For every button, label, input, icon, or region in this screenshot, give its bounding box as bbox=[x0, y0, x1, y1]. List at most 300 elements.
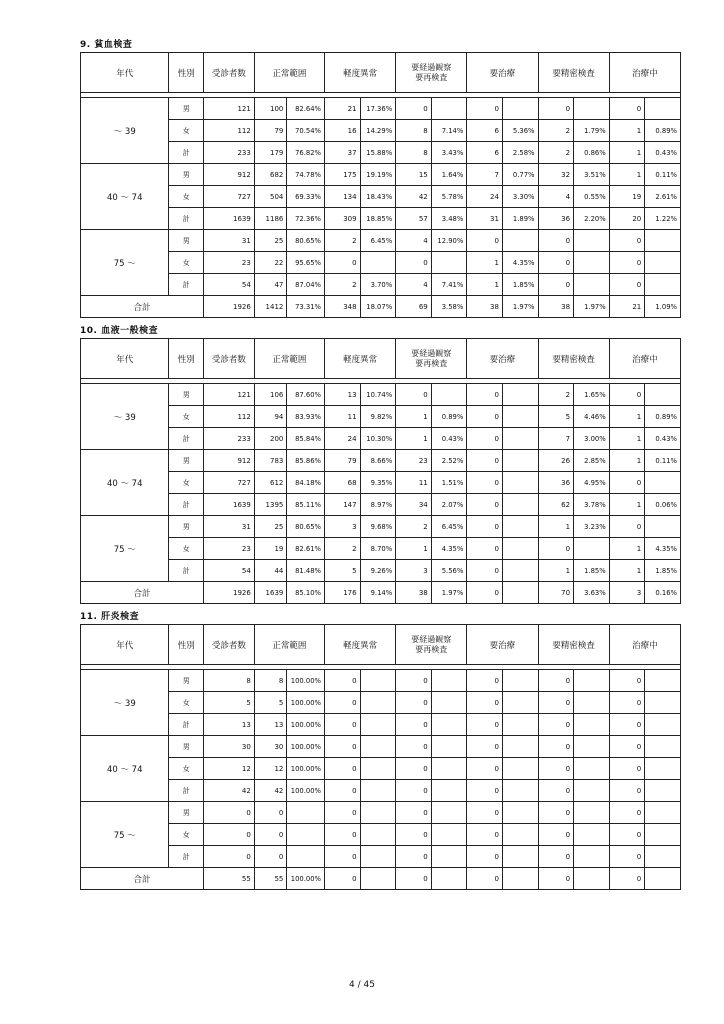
percent-cell: 10.30% bbox=[360, 428, 396, 450]
section-title: 9. 貧血検査 bbox=[80, 40, 133, 50]
count-cell: 0 bbox=[609, 670, 645, 692]
age-group-cell: 40 ～ 74 bbox=[81, 164, 169, 230]
count-cell: 0 bbox=[467, 780, 503, 802]
count-cell: 12 bbox=[254, 758, 287, 780]
gender-cell: 男 bbox=[169, 384, 204, 406]
count-cell: 0 bbox=[467, 428, 503, 450]
count-cell: 0 bbox=[396, 736, 432, 758]
count-cell: 179 bbox=[254, 142, 287, 164]
count-cell: 0 bbox=[538, 274, 574, 296]
percent-cell: 4.35% bbox=[502, 252, 538, 274]
count-cell: 1 bbox=[609, 428, 645, 450]
count-cell: 0 bbox=[609, 384, 645, 406]
percent-cell: 3.51% bbox=[574, 164, 610, 186]
mild-abnormal-header: 軽度異常 bbox=[325, 625, 396, 665]
percent-cell: 0.55% bbox=[574, 186, 610, 208]
table-row bbox=[81, 472, 681, 494]
gender-cell: 女 bbox=[169, 692, 204, 714]
count-cell: 16 bbox=[325, 120, 361, 142]
percent-cell bbox=[645, 780, 681, 802]
age-group-cell: 75 ～ bbox=[81, 802, 169, 868]
percent-cell bbox=[574, 230, 610, 252]
total-count-cell: 176 bbox=[325, 582, 361, 604]
count-cell: 8 bbox=[204, 670, 255, 692]
percent-cell bbox=[360, 736, 396, 758]
count-cell: 13 bbox=[254, 714, 287, 736]
count-cell: 1 bbox=[396, 428, 432, 450]
percent-cell bbox=[431, 692, 467, 714]
count-cell: 22 bbox=[254, 252, 287, 274]
age-group-cell: ～ 39 bbox=[81, 98, 169, 164]
percent-cell: 74.78% bbox=[287, 164, 325, 186]
table-row bbox=[81, 736, 681, 758]
count-cell: 30 bbox=[254, 736, 287, 758]
total-count-cell: 38 bbox=[467, 296, 503, 318]
age-group-cell: ～ 39 bbox=[81, 384, 169, 450]
section-title: 10. 血液一般検査 bbox=[80, 326, 159, 336]
mild-abnormal-header: 軽度異常 bbox=[325, 53, 396, 93]
count-cell: 0 bbox=[325, 758, 361, 780]
percent-cell bbox=[645, 670, 681, 692]
percent-cell: 3.78% bbox=[574, 494, 610, 516]
count-cell: 2 bbox=[396, 516, 432, 538]
count-cell: 1639 bbox=[204, 208, 255, 230]
count-cell: 23 bbox=[204, 538, 255, 560]
percent-cell bbox=[502, 736, 538, 758]
percent-cell bbox=[574, 714, 610, 736]
total-percent-cell: 18.07% bbox=[360, 296, 396, 318]
age-group-cell: 75 ～ bbox=[81, 230, 169, 296]
total-percent-cell bbox=[431, 868, 467, 890]
count-cell: 0 bbox=[609, 692, 645, 714]
percent-cell: 4.35% bbox=[645, 538, 681, 560]
total-percent-cell bbox=[502, 582, 538, 604]
count-cell: 233 bbox=[204, 142, 255, 164]
gender-cell: 計 bbox=[169, 428, 204, 450]
count-cell: 32 bbox=[538, 164, 574, 186]
percent-cell: 76.82% bbox=[287, 142, 325, 164]
gender-cell: 女 bbox=[169, 472, 204, 494]
percent-cell: 95.65% bbox=[287, 252, 325, 274]
percent-cell bbox=[574, 846, 610, 868]
count-cell: 0 bbox=[396, 670, 432, 692]
total-count-cell: 55 bbox=[204, 868, 255, 890]
count-cell: 106 bbox=[254, 384, 287, 406]
total-row bbox=[81, 296, 681, 318]
count-cell: 11 bbox=[396, 472, 432, 494]
total-label: 合計 bbox=[81, 582, 204, 604]
percent-cell bbox=[645, 736, 681, 758]
gender-cell: 女 bbox=[169, 406, 204, 428]
count-cell: 0 bbox=[467, 692, 503, 714]
age-header: 年代 bbox=[81, 625, 169, 665]
percent-cell: 0.43% bbox=[645, 428, 681, 450]
count-cell: 3 bbox=[325, 516, 361, 538]
count-cell: 21 bbox=[325, 98, 361, 120]
gender-cell: 男 bbox=[169, 450, 204, 472]
percent-cell bbox=[502, 670, 538, 692]
age-header: 年代 bbox=[81, 53, 169, 93]
count-cell: 7 bbox=[467, 164, 503, 186]
gender-cell: 女 bbox=[169, 252, 204, 274]
table-row bbox=[81, 538, 681, 560]
table-row bbox=[81, 560, 681, 582]
gender-cell: 女 bbox=[169, 120, 204, 142]
percent-cell: 8.97% bbox=[360, 494, 396, 516]
percent-cell: 18.43% bbox=[360, 186, 396, 208]
percent-cell: 18.85% bbox=[360, 208, 396, 230]
count-cell: 112 bbox=[204, 406, 255, 428]
count-cell: 0 bbox=[325, 846, 361, 868]
total-label: 合計 bbox=[81, 296, 204, 318]
total-row bbox=[81, 582, 681, 604]
percent-cell: 0.77% bbox=[502, 164, 538, 186]
count-cell: 0 bbox=[467, 824, 503, 846]
percent-cell: 3.48% bbox=[431, 208, 467, 230]
count-cell: 0 bbox=[538, 538, 574, 560]
table-row bbox=[81, 230, 681, 252]
percent-cell: 1.79% bbox=[574, 120, 610, 142]
count-cell: 36 bbox=[538, 472, 574, 494]
count-cell: 79 bbox=[325, 450, 361, 472]
percent-cell bbox=[287, 824, 325, 846]
gender-cell: 男 bbox=[169, 230, 204, 252]
total-count-cell: 0 bbox=[609, 868, 645, 890]
percent-cell bbox=[502, 780, 538, 802]
table-row bbox=[81, 120, 681, 142]
percent-cell bbox=[360, 714, 396, 736]
total-row bbox=[81, 868, 681, 890]
percent-cell: 1.22% bbox=[645, 208, 681, 230]
count-cell: 4 bbox=[396, 230, 432, 252]
percent-cell bbox=[574, 670, 610, 692]
percent-cell bbox=[645, 230, 681, 252]
count-cell: 0 bbox=[204, 824, 255, 846]
percent-cell: 3.30% bbox=[502, 186, 538, 208]
percent-cell: 7.41% bbox=[431, 274, 467, 296]
percent-cell: 2.20% bbox=[574, 208, 610, 230]
count-cell: 175 bbox=[325, 164, 361, 186]
table-row bbox=[81, 780, 681, 802]
count-cell: 5 bbox=[204, 692, 255, 714]
percent-cell bbox=[431, 252, 467, 274]
percent-cell: 2.58% bbox=[502, 142, 538, 164]
gender-cell: 女 bbox=[169, 538, 204, 560]
count-cell: 121 bbox=[204, 98, 255, 120]
count-cell: 8 bbox=[254, 670, 287, 692]
total-percent-cell: 3.58% bbox=[431, 296, 467, 318]
percent-cell: 83.93% bbox=[287, 406, 325, 428]
total-count-cell: 38 bbox=[538, 296, 574, 318]
percent-cell: 17.36% bbox=[360, 98, 396, 120]
count-cell: 1 bbox=[609, 560, 645, 582]
examinees-header: 受診者数 bbox=[204, 339, 255, 379]
header-row bbox=[81, 53, 681, 93]
percent-cell: 72.36% bbox=[287, 208, 325, 230]
gender-cell: 男 bbox=[169, 670, 204, 692]
percent-cell: 3.43% bbox=[431, 142, 467, 164]
percent-cell: 0.11% bbox=[645, 164, 681, 186]
count-cell: 42 bbox=[204, 780, 255, 802]
gender-cell: 計 bbox=[169, 846, 204, 868]
percent-cell: 2.61% bbox=[645, 186, 681, 208]
total-count-cell: 1926 bbox=[204, 582, 255, 604]
count-cell: 0 bbox=[538, 692, 574, 714]
count-cell: 5 bbox=[538, 406, 574, 428]
total-percent-cell bbox=[645, 868, 681, 890]
count-cell: 147 bbox=[325, 494, 361, 516]
count-cell: 1639 bbox=[204, 494, 255, 516]
table-row bbox=[81, 428, 681, 450]
table-row bbox=[81, 164, 681, 186]
percent-cell bbox=[431, 670, 467, 692]
percent-cell bbox=[645, 846, 681, 868]
percent-cell: 100.00% bbox=[287, 670, 325, 692]
table-row bbox=[81, 846, 681, 868]
count-cell: 7 bbox=[538, 428, 574, 450]
count-cell: 0 bbox=[609, 758, 645, 780]
count-cell: 309 bbox=[325, 208, 361, 230]
count-cell: 2 bbox=[325, 230, 361, 252]
percent-cell: 84.18% bbox=[287, 472, 325, 494]
total-percent-cell: 100.00% bbox=[287, 868, 325, 890]
percent-cell bbox=[431, 824, 467, 846]
total-percent-cell bbox=[360, 868, 396, 890]
count-cell: 4 bbox=[396, 274, 432, 296]
examinees-header: 受診者数 bbox=[204, 53, 255, 93]
total-count-cell: 70 bbox=[538, 582, 574, 604]
count-cell: 912 bbox=[204, 450, 255, 472]
count-cell: 0 bbox=[325, 252, 361, 274]
count-cell: 8 bbox=[396, 120, 432, 142]
percent-cell: 82.61% bbox=[287, 538, 325, 560]
count-cell: 42 bbox=[254, 780, 287, 802]
count-cell: 11 bbox=[325, 406, 361, 428]
gender-cell: 計 bbox=[169, 208, 204, 230]
count-cell: 0 bbox=[396, 252, 432, 274]
percent-cell bbox=[645, 252, 681, 274]
count-cell: 34 bbox=[396, 494, 432, 516]
observe-recheck-header bbox=[396, 625, 467, 665]
count-cell: 0 bbox=[396, 98, 432, 120]
header-row bbox=[81, 625, 681, 665]
percent-cell bbox=[287, 846, 325, 868]
count-cell: 0 bbox=[254, 846, 287, 868]
percent-cell: 10.74% bbox=[360, 384, 396, 406]
percent-cell: 1.85% bbox=[502, 274, 538, 296]
count-cell: 1186 bbox=[254, 208, 287, 230]
observe-header-line2: 要再検査 bbox=[415, 644, 448, 654]
total-count-cell: 69 bbox=[396, 296, 432, 318]
total-count-cell: 0 bbox=[467, 582, 503, 604]
count-cell: 37 bbox=[325, 142, 361, 164]
percent-cell: 9.26% bbox=[360, 560, 396, 582]
total-count-cell: 0 bbox=[396, 868, 432, 890]
percent-cell bbox=[360, 670, 396, 692]
gender-cell: 計 bbox=[169, 142, 204, 164]
table-row bbox=[81, 494, 681, 516]
percent-cell bbox=[574, 736, 610, 758]
gender-cell: 男 bbox=[169, 802, 204, 824]
percent-cell: 5.36% bbox=[502, 120, 538, 142]
gender-cell: 計 bbox=[169, 780, 204, 802]
percent-cell bbox=[645, 472, 681, 494]
percent-cell bbox=[574, 538, 610, 560]
percent-cell: 100.00% bbox=[287, 758, 325, 780]
percent-cell: 6.45% bbox=[360, 230, 396, 252]
observe-header-line2: 要再検査 bbox=[415, 358, 448, 368]
percent-cell bbox=[502, 560, 538, 582]
gender-cell: 男 bbox=[169, 736, 204, 758]
in-treatment-header: 治療中 bbox=[609, 339, 680, 379]
percent-cell: 0.06% bbox=[645, 494, 681, 516]
count-cell: 1 bbox=[609, 406, 645, 428]
percent-cell: 14.29% bbox=[360, 120, 396, 142]
count-cell: 25 bbox=[254, 516, 287, 538]
observe-header-line2: 要再検査 bbox=[415, 72, 448, 82]
gender-cell: 男 bbox=[169, 164, 204, 186]
percent-cell bbox=[287, 802, 325, 824]
count-cell: 12 bbox=[204, 758, 255, 780]
age-group-cell: ～ 39 bbox=[81, 670, 169, 736]
table-row bbox=[81, 98, 681, 120]
gender-header: 性別 bbox=[169, 625, 204, 665]
percent-cell: 3.70% bbox=[360, 274, 396, 296]
total-percent-cell bbox=[502, 868, 538, 890]
total-count-cell: 1926 bbox=[204, 296, 255, 318]
percent-cell bbox=[431, 846, 467, 868]
in-treatment-header: 治療中 bbox=[609, 53, 680, 93]
count-cell: 0 bbox=[396, 714, 432, 736]
count-cell: 0 bbox=[396, 692, 432, 714]
percent-cell bbox=[360, 252, 396, 274]
total-percent-cell: 1.97% bbox=[502, 296, 538, 318]
total-count-cell: 0 bbox=[538, 868, 574, 890]
count-cell: 134 bbox=[325, 186, 361, 208]
table-row bbox=[81, 252, 681, 274]
count-cell: 2 bbox=[538, 142, 574, 164]
percent-cell: 1.65% bbox=[574, 384, 610, 406]
percent-cell: 85.84% bbox=[287, 428, 325, 450]
count-cell: 0 bbox=[609, 230, 645, 252]
count-cell: 0 bbox=[325, 692, 361, 714]
count-cell: 79 bbox=[254, 120, 287, 142]
exam-results-table bbox=[80, 624, 681, 890]
count-cell: 727 bbox=[204, 472, 255, 494]
count-cell: 0 bbox=[254, 802, 287, 824]
count-cell: 1 bbox=[609, 164, 645, 186]
total-count-cell: 3 bbox=[609, 582, 645, 604]
count-cell: 0 bbox=[609, 824, 645, 846]
count-cell: 31 bbox=[204, 230, 255, 252]
count-cell: 1 bbox=[396, 406, 432, 428]
section-title: 11. 肝炎検査 bbox=[80, 612, 140, 622]
total-count-cell: 348 bbox=[325, 296, 361, 318]
percent-cell bbox=[431, 714, 467, 736]
percent-cell: 19.19% bbox=[360, 164, 396, 186]
percent-cell bbox=[574, 98, 610, 120]
count-cell: 0 bbox=[538, 252, 574, 274]
gender-header: 性別 bbox=[169, 53, 204, 93]
percent-cell bbox=[502, 802, 538, 824]
total-percent-cell: 3.63% bbox=[574, 582, 610, 604]
total-count-cell: 38 bbox=[396, 582, 432, 604]
count-cell: 23 bbox=[396, 450, 432, 472]
percent-cell bbox=[360, 846, 396, 868]
count-cell: 31 bbox=[204, 516, 255, 538]
count-cell: 24 bbox=[325, 428, 361, 450]
percent-cell bbox=[502, 846, 538, 868]
percent-cell: 1.64% bbox=[431, 164, 467, 186]
percent-cell bbox=[360, 824, 396, 846]
percent-cell: 81.48% bbox=[287, 560, 325, 582]
age-group-cell: 75 ～ bbox=[81, 516, 169, 582]
count-cell: 0 bbox=[538, 670, 574, 692]
count-cell: 62 bbox=[538, 494, 574, 516]
percent-cell: 4.95% bbox=[574, 472, 610, 494]
count-cell: 0 bbox=[467, 802, 503, 824]
count-cell: 0 bbox=[467, 846, 503, 868]
percent-cell: 15.88% bbox=[360, 142, 396, 164]
count-cell: 0 bbox=[467, 450, 503, 472]
count-cell: 0 bbox=[467, 230, 503, 252]
total-count-cell: 1412 bbox=[254, 296, 287, 318]
percent-cell bbox=[502, 714, 538, 736]
count-cell: 0 bbox=[538, 846, 574, 868]
percent-cell bbox=[502, 428, 538, 450]
total-percent-cell bbox=[574, 868, 610, 890]
count-cell: 42 bbox=[396, 186, 432, 208]
count-cell: 13 bbox=[204, 714, 255, 736]
count-cell: 0 bbox=[204, 846, 255, 868]
table-row bbox=[81, 692, 681, 714]
age-header: 年代 bbox=[81, 339, 169, 379]
count-cell: 94 bbox=[254, 406, 287, 428]
percent-cell bbox=[645, 758, 681, 780]
count-cell: 0 bbox=[325, 670, 361, 692]
percent-cell bbox=[502, 472, 538, 494]
percent-cell: 70.54% bbox=[287, 120, 325, 142]
count-cell: 0 bbox=[609, 736, 645, 758]
count-cell: 36 bbox=[538, 208, 574, 230]
count-cell: 19 bbox=[609, 186, 645, 208]
percent-cell bbox=[502, 692, 538, 714]
count-cell: 0 bbox=[396, 780, 432, 802]
percent-cell: 1.85% bbox=[574, 560, 610, 582]
percent-cell: 0.43% bbox=[431, 428, 467, 450]
percent-cell: 80.65% bbox=[287, 230, 325, 252]
page-number: 4 / 45 bbox=[349, 980, 375, 990]
count-cell: 121 bbox=[204, 384, 255, 406]
percent-cell bbox=[431, 802, 467, 824]
normal-range-header: 正常範囲 bbox=[254, 53, 324, 93]
count-cell: 0 bbox=[609, 274, 645, 296]
table-row bbox=[81, 274, 681, 296]
count-cell: 1 bbox=[396, 538, 432, 560]
percent-cell: 2.85% bbox=[574, 450, 610, 472]
percent-cell bbox=[574, 758, 610, 780]
count-cell: 0 bbox=[325, 714, 361, 736]
count-cell: 200 bbox=[254, 428, 287, 450]
percent-cell: 0.89% bbox=[645, 406, 681, 428]
count-cell: 47 bbox=[254, 274, 287, 296]
percent-cell bbox=[645, 384, 681, 406]
percent-cell bbox=[502, 758, 538, 780]
count-cell: 0 bbox=[467, 560, 503, 582]
percent-cell: 1.89% bbox=[502, 208, 538, 230]
count-cell: 0 bbox=[325, 736, 361, 758]
count-cell: 31 bbox=[467, 208, 503, 230]
